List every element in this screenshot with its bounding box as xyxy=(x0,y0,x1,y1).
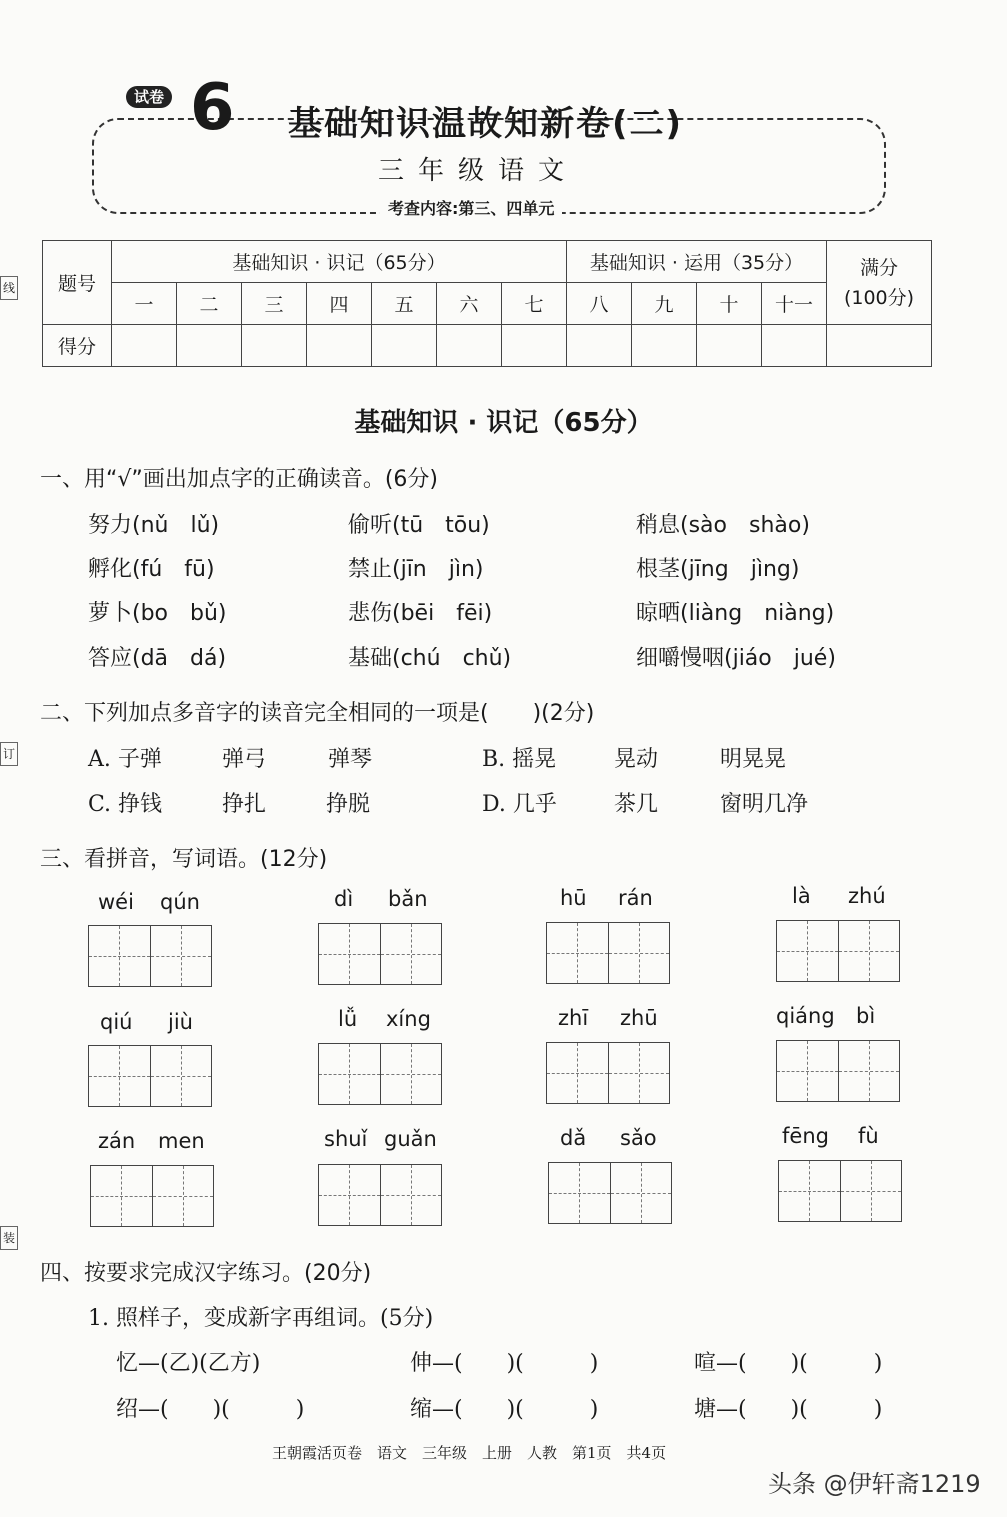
pinyin: zhī xyxy=(558,1006,589,1030)
option-a-word: 弹琴 xyxy=(328,747,373,772)
q4-answer-line[interactable]: 喧—( )( ) xyxy=(694,1351,883,1376)
group-usage-header: 基础知识 · 运用（35分） xyxy=(567,241,827,283)
question-3-title: 三、看拼音，写词语。(12分) xyxy=(40,847,328,872)
pinyin: lǚ xyxy=(338,1007,358,1031)
tianzige-box[interactable] xyxy=(88,1045,212,1107)
option-d-word: 窗明几净 xyxy=(720,792,809,817)
score-cell[interactable] xyxy=(242,325,307,367)
pinyin: bì xyxy=(856,1004,876,1028)
q1-item[interactable]: 孵化(fú fū) xyxy=(88,557,215,582)
q1-item[interactable]: 努力(nǔ lǔ) xyxy=(88,513,220,538)
tianzige-box[interactable] xyxy=(776,1040,900,1102)
page-title: 基础知识温故知新卷(二) xyxy=(288,104,684,144)
question-number: 二 xyxy=(177,283,242,325)
q1-item[interactable]: 偷听(tū tōu) xyxy=(348,513,490,538)
page-footer: 王朝霞活页卷 语文 三年级 上册 人教 第1页 共4页 xyxy=(272,1444,667,1462)
tianzige-box[interactable] xyxy=(90,1165,214,1227)
option-d-label[interactable]: D. 几乎 xyxy=(482,792,557,817)
pinyin: wéi xyxy=(98,890,134,914)
q4-answer-line[interactable]: 忆—(乙)(乙方) xyxy=(116,1351,261,1376)
binding-mark: 线 xyxy=(0,276,18,300)
pinyin: zán xyxy=(98,1129,136,1153)
page-subtitle: 三年级语文 xyxy=(378,156,579,186)
score-cell[interactable] xyxy=(827,325,932,367)
score-cell[interactable] xyxy=(307,325,372,367)
pinyin: qiú xyxy=(100,1010,133,1034)
tianzige-box[interactable] xyxy=(88,925,212,987)
question-number: 四 xyxy=(307,283,372,325)
watermark: 头条 @伊轩斋1219 xyxy=(768,1470,981,1498)
option-a-word: 弹弓 xyxy=(222,747,267,772)
question-2-title: 二、下列加点多音字的读音完全相同的一项是( )(2分) xyxy=(40,701,595,726)
tianzige-box[interactable] xyxy=(778,1160,902,1222)
pinyin: zhū xyxy=(620,1006,658,1030)
q4-answer-line[interactable]: 绍—( )( ) xyxy=(116,1397,305,1422)
exam-badge: 试卷 xyxy=(126,86,172,108)
tianzige-box[interactable] xyxy=(546,922,670,984)
exam-number: 6 xyxy=(190,71,235,145)
full-score-value: (100分) xyxy=(843,286,915,309)
pinyin: fù xyxy=(858,1124,879,1148)
score-cell[interactable] xyxy=(632,325,697,367)
group-recall-header: 基础知识 · 识记（65分） xyxy=(112,241,567,283)
tianzige-box[interactable] xyxy=(318,1164,442,1226)
score-cell[interactable] xyxy=(567,325,632,367)
q1-item[interactable]: 晾晒(liàng niàng) xyxy=(636,601,835,626)
pinyin: bǎn xyxy=(388,887,428,911)
option-c-label[interactable]: C. 挣钱 xyxy=(88,792,163,817)
q1-item[interactable]: 基础(chú chǔ) xyxy=(348,646,512,671)
pinyin: dǎ xyxy=(560,1126,587,1150)
option-b-word: 晃动 xyxy=(614,747,659,772)
tianzige-box[interactable] xyxy=(776,920,900,982)
binding-mark: 装 xyxy=(0,1226,18,1250)
q1-item[interactable]: 萝卜(bo bǔ) xyxy=(88,601,227,626)
pinyin: sǎo xyxy=(620,1126,657,1150)
pinyin: zhú xyxy=(848,884,886,908)
pinyin: qún xyxy=(160,890,200,914)
pinyin: là xyxy=(792,884,811,908)
question-1-title: 一、用“√”画出加点字的正确读音。(6分) xyxy=(40,467,438,492)
exam-scope: 考查内容:第三、四单元 xyxy=(380,196,562,219)
pinyin: xíng xyxy=(386,1007,431,1031)
pinyin: rán xyxy=(618,886,653,910)
option-b-label[interactable]: B. 摇晃 xyxy=(482,747,557,772)
score-cell[interactable] xyxy=(177,325,242,367)
question-number: 五 xyxy=(372,283,437,325)
score-cell[interactable] xyxy=(372,325,437,367)
score-cell[interactable] xyxy=(112,325,177,367)
tianzige-box[interactable] xyxy=(318,1043,442,1105)
q4-answer-line[interactable]: 缩—( )( ) xyxy=(410,1397,599,1422)
score-table xyxy=(42,240,932,367)
q1-item[interactable]: 悲伤(bēi fēi) xyxy=(348,601,493,626)
question-number: 九 xyxy=(632,283,697,325)
q4-subquestion-1: 1. 照样子，变成新字再组词。(5分) xyxy=(88,1306,434,1331)
option-b-word: 明晃晃 xyxy=(720,747,787,772)
score-cell[interactable] xyxy=(502,325,567,367)
q1-item[interactable]: 根茎(jīng jìng) xyxy=(636,557,800,582)
full-score-cell xyxy=(827,241,932,325)
score-cell[interactable] xyxy=(697,325,762,367)
score-cell[interactable] xyxy=(762,325,827,367)
question-number: 七 xyxy=(502,283,567,325)
option-d-word: 茶几 xyxy=(614,792,659,817)
tianzige-box[interactable] xyxy=(548,1162,672,1224)
full-score-label: 满分 xyxy=(859,256,898,279)
pinyin: fēng xyxy=(782,1124,829,1148)
question-4-title: 四、按要求完成汉字练习。(20分) xyxy=(40,1261,372,1286)
score-cell[interactable] xyxy=(437,325,502,367)
pinyin: jiù xyxy=(168,1010,193,1034)
question-number: 六 xyxy=(437,283,502,325)
question-number: 一 xyxy=(112,283,177,325)
pinyin: qiáng xyxy=(776,1004,835,1028)
pinyin: guǎn xyxy=(384,1127,437,1151)
q1-item[interactable]: 细嚼慢咽(jiáo jué) xyxy=(636,646,836,671)
question-number-label: 题号 xyxy=(43,241,112,325)
pinyin: dì xyxy=(334,887,354,911)
question-number: 十 xyxy=(697,283,762,325)
pinyin: men xyxy=(158,1129,205,1153)
q1-item[interactable]: 禁止(jīn jìn) xyxy=(348,557,484,582)
score-label: 得分 xyxy=(43,325,112,367)
q4-answer-line[interactable]: 塘—( )( ) xyxy=(694,1397,883,1422)
q4-answer-line[interactable]: 伸—( )( ) xyxy=(410,1351,599,1376)
question-number: 八 xyxy=(567,283,632,325)
option-c-word: 挣扎 xyxy=(222,792,267,817)
question-number: 三 xyxy=(242,283,307,325)
q1-item[interactable]: 答应(dā dá) xyxy=(88,646,227,671)
option-a-label[interactable]: A. 子弹 xyxy=(88,747,162,772)
pinyin: hū xyxy=(560,886,587,910)
tianzige-box[interactable] xyxy=(546,1042,670,1104)
binding-mark: 订 xyxy=(0,742,18,766)
section-heading: 基础知识 · 识记（65分） xyxy=(354,408,653,438)
question-number: 十一 xyxy=(762,283,827,325)
pinyin: shuǐ xyxy=(324,1127,368,1151)
option-c-word: 挣脱 xyxy=(326,792,371,817)
q1-item[interactable]: 稍息(sào shào) xyxy=(636,513,810,538)
tianzige-box[interactable] xyxy=(318,923,442,985)
